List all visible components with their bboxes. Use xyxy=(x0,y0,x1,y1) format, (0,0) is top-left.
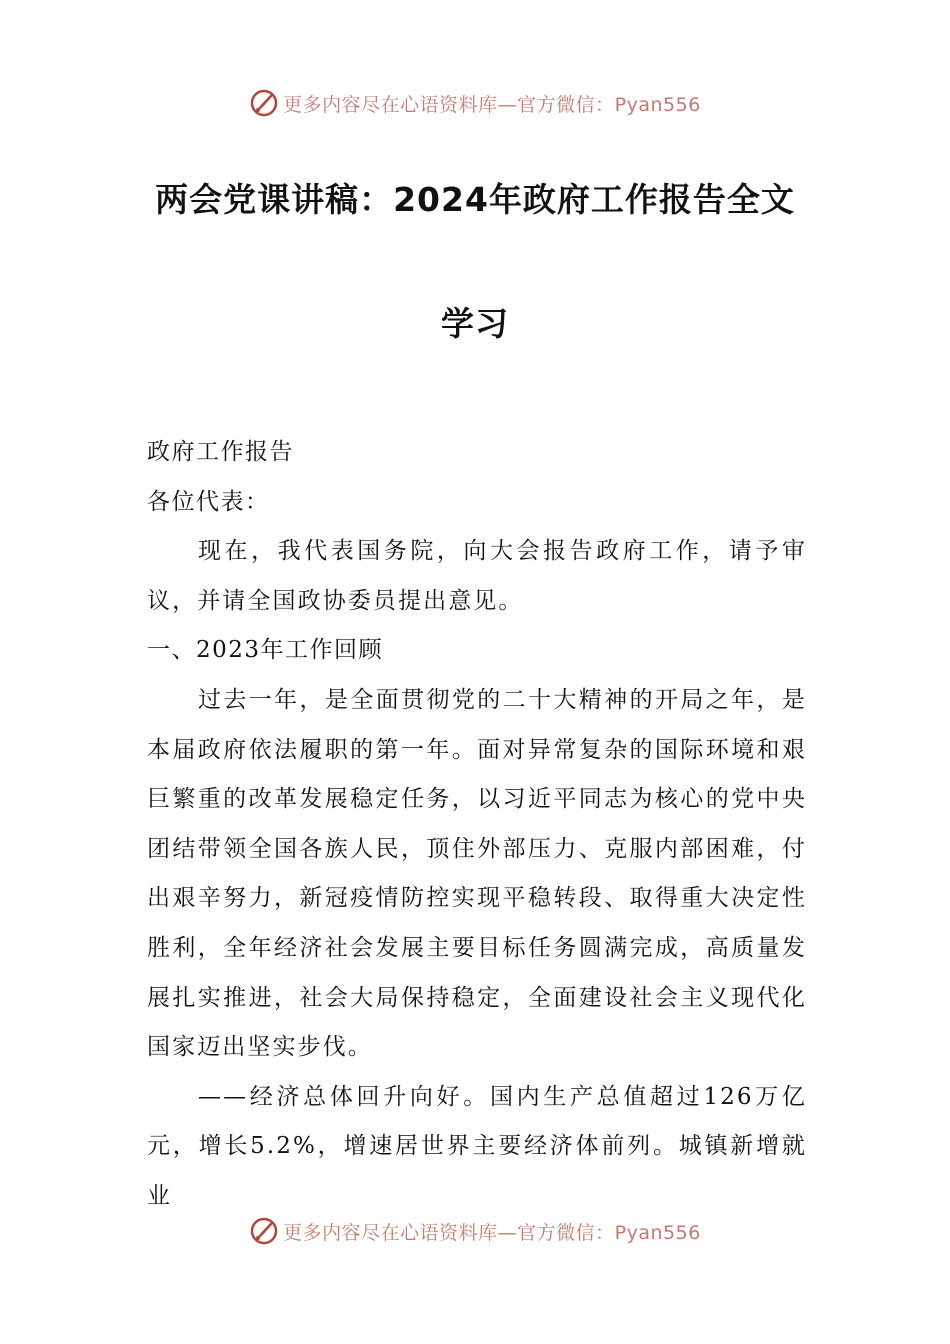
footer-watermark xyxy=(0,1214,950,1248)
quill-seal-icon xyxy=(249,1216,279,1246)
opening-paragraph: 现在，我代表国务院，向大会报告政府工作，请予审议，并请全国政协委员提出意见。 xyxy=(147,538,807,614)
salutation: 各位代表： xyxy=(147,488,270,515)
body-paragraph: 过去一年，是全面贯彻党的二十大精神的开局之年，是本届政府依法履职的第一年。面对异常复杂的国际环境和艰巨繁重的改革发展稳定任务，以习近平同志为核心的党中央团结带领全国各族人民，顶住外部压力、克服内部困难，付出艰辛努力，新冠疫情防控实现平稳转段、取得重大决定性胜利，全年经济社会发展主要目标任务圆满完成，高质量发展扎实推进，社会大局保持稳定，全面建设社会主义现代化国家迈出坚实步伐。 xyxy=(147,686,807,1061)
header-watermark xyxy=(0,86,950,120)
body-paragraph-economy: ——经济总体回升向好。国内生产总值超过126万亿元，增长5.2%，增速居世界主要经济体前列。城镇新增就业 xyxy=(147,1083,807,1209)
quill-seal-icon xyxy=(249,88,279,118)
document-body xyxy=(147,428,807,1222)
section-heading: 一、2023年工作回顾 xyxy=(147,637,384,664)
doc-heading: 政府工作报告 xyxy=(147,439,294,465)
watermark-text: 更多内容尽在心语资料库—官方微信：Pyan556 xyxy=(283,1221,701,1244)
watermark-text: 更多内容尽在心语资料库—官方微信：Pyan556 xyxy=(283,93,701,116)
document-title-line1: 两会党课讲稿：2024年政府工作报告全文 xyxy=(155,180,795,219)
document-title-line2: 学习 xyxy=(441,304,509,343)
